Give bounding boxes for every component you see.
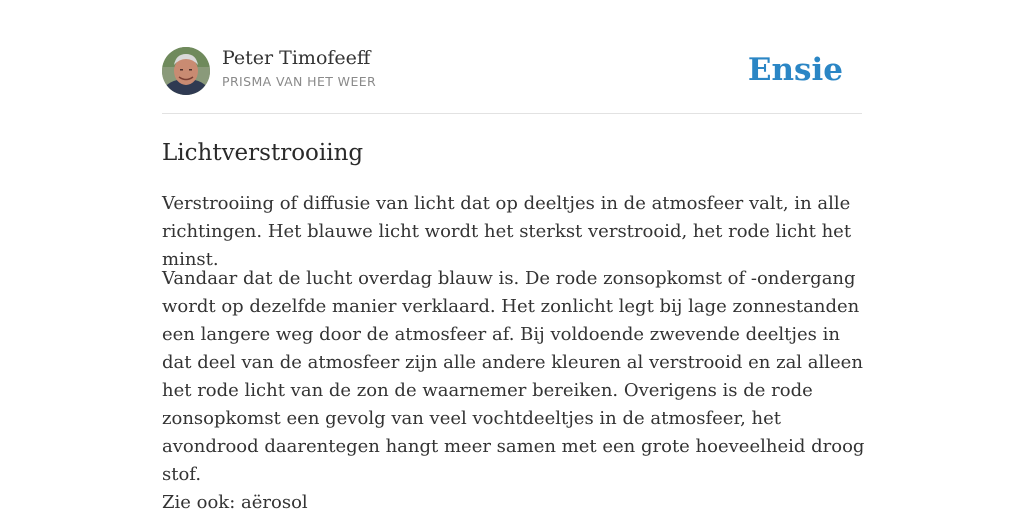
avatar[interactable] [162, 47, 210, 95]
article-paragraph: Vandaar dat de lucht overdag blauw is. De rode zonsopkomst of -ondergang wordt op dezelfde manier verklaard. Het zonlicht legt bij lage zonnestanden een langere weg door de atmosfeer af. Bij voldoende zwevende deeltjes in dat deel van de atmosfeer zijn alle andere kleuren al verstrooid en zal alleen het rode licht van de zon de waarnemer bereiken. Overigens is de rode zonsopkomst een gevolg van veel vochtdeeltjes in de atmosfeer, het avondrood daarentegen hangt meer samen met een grote hoeveelheid droog stof. [162, 268, 865, 485]
article-header [162, 46, 862, 96]
article-title: Lichtverstrooiing [162, 140, 364, 166]
see-also-link[interactable]: Zie ook: aërosol [162, 492, 308, 512]
article-paragraph: Verstrooiing of diffusie van licht dat op deeltjes in de atmosfeer valt, in alle richtingen. Het blauwe licht wordt het sterkst verstrooid, het rode licht het minst. [162, 193, 852, 270]
author-subtitle[interactable]: PRISMA VAN HET WEER [222, 74, 377, 89]
author-name[interactable]: Peter Timofeeff [222, 47, 371, 69]
header-divider [162, 113, 862, 114]
brand-logo[interactable]: Ensie [747, 52, 843, 88]
avatar-image [162, 47, 210, 95]
